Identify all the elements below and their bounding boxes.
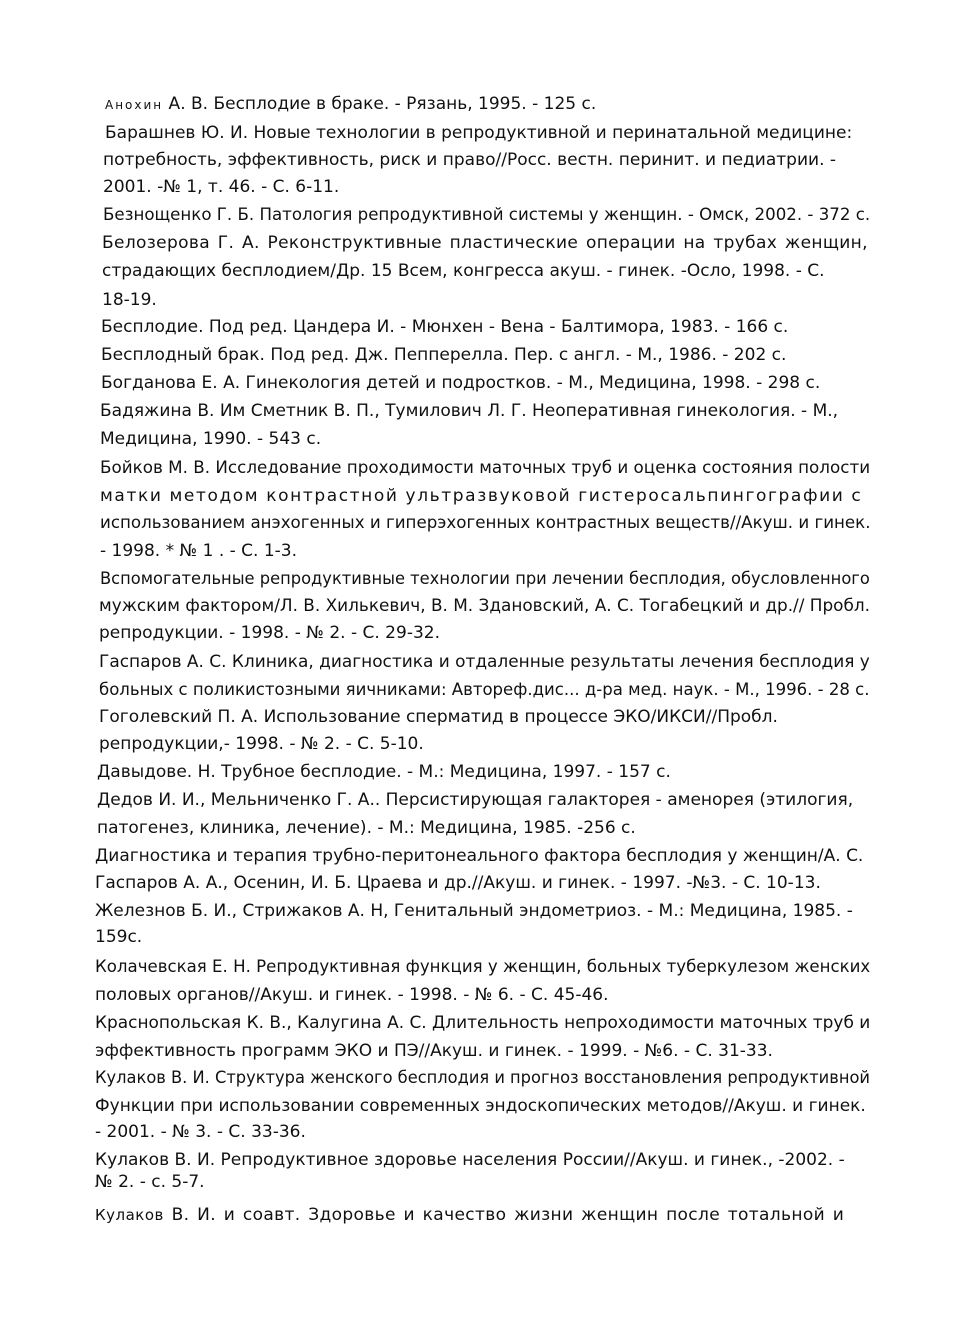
reference-line: 2001. -№ 1, т. 46. - С. 6-11. bbox=[103, 177, 340, 197]
reference-line: Гоголевский П. А. Использование сперматид в процессе ЭКО/ИКСИ//Пробл. bbox=[99, 707, 778, 727]
reference-line: Гаспаров А. А., Осенин, И. Б. Цраева и др.//Акуш. и гинек. - 1997. -№3. - С. 10-13. bbox=[95, 873, 821, 893]
reference-line: Диагностика и терапия трубно-перитонеального фактора бесплодия у женщин/А. С. bbox=[95, 846, 864, 866]
reference-line: страдающих бесплодием/Др. 15 Всем, конгресса акуш. - гинек. -Осло, 1998. - С. bbox=[102, 261, 825, 281]
reference-author-lead: Анохин bbox=[105, 98, 164, 112]
reference-line: Бесплодие. Под ред. Цандера И. - Мюнхен - Вена - Балтимора, 1983. - 166 с. bbox=[101, 317, 789, 337]
reference-author-lead: Кулаков bbox=[95, 1206, 164, 1224]
reference-text: А. В. Бесплодие в браке. - Рязань, 1995. - 125 с. bbox=[163, 94, 597, 114]
reference-line: - 1998. * № 1 . - С. 1-3. bbox=[100, 541, 298, 561]
reference-line: Медицина, 1990. - 543 с. bbox=[100, 429, 322, 449]
reference-line: репродукции. - 1998. - № 2. - С. 29-32. bbox=[99, 623, 440, 643]
reference-line: Безнощенко Г. Б. Патология репродуктивной системы у женщин. - Омск, 2002. - 372 с. bbox=[103, 205, 871, 225]
reference-line: Вспомогательные репродуктивные технологии при лечении бесплодия, обусловленного bbox=[100, 569, 870, 589]
reference-line: № 2. - с. 5-7. bbox=[95, 1172, 205, 1192]
reference-line: Белозерова Г. А. Реконструктивные пластические операции на трубах женщин, bbox=[102, 233, 868, 253]
reference-line: репродукции,- 1998. - № 2. - С. 5-10. bbox=[99, 734, 424, 754]
reference-line: Бадяжина В. Им Сметник В. П., Тумилович Л. Г. Неоперативная гинекология. - М., bbox=[100, 401, 839, 421]
reference-line: Дедов И. И., Мельниченко Г. А.. Персистирующая галакторея - аменорея (этилогия, bbox=[97, 790, 854, 810]
reference-text: В. И. и соавт. Здоровье и качество жизни женщин после тотальной и bbox=[163, 1205, 845, 1225]
reference-line: патогенез, клиника, лечение). - М.: Медицина, 1985. -256 с. bbox=[97, 818, 636, 838]
reference-line: Кулаков В. И. Структура женского бесплодия и прогноз восстановления репродуктивной bbox=[95, 1068, 870, 1088]
reference-line: 159с. bbox=[95, 927, 143, 947]
reference-line: Краснопольская К. В., Калугина А. С. Длительность непроходимости маточных труб и bbox=[95, 1013, 871, 1033]
reference-line bbox=[95, 1205, 844, 1225]
reference-line: Богданова Е. А. Гинекология детей и подростков. - М., Медицина, 1998. - 298 с. bbox=[101, 373, 821, 393]
reference-line: мужским фактором/Л. В. Хилькевич, В. М. Здановский, А. С. Тогабецкий и др.// Пробл. bbox=[99, 596, 871, 616]
reference-line bbox=[105, 94, 596, 115]
reference-line: 18-19. bbox=[102, 290, 157, 310]
reference-line: Барашнев Ю. И. Новые технологии в репродуктивной и перинатальной медицине: bbox=[105, 123, 853, 143]
reference-line: Давыдове. Н. Трубное бесплодие. - М.: Медицина, 1997. - 157 с. bbox=[97, 762, 671, 782]
reference-line: Колачевская Е. Н. Репродуктивная функция у женщин, больных туберкулезом женских bbox=[95, 957, 871, 977]
reference-line: Бойков М. В. Исследование проходимости маточных труб и оценка состояния полости bbox=[100, 458, 871, 478]
reference-line: Бесплодный брак. Под ред. Дж. Пепперелла. Пер. с англ. - М., 1986. - 202 с. bbox=[101, 345, 787, 365]
reference-line: Железнов Б. И., Стрижаков А. Н, Генитальный эндометриоз. - М.: Медицина, 1985. - bbox=[95, 901, 853, 921]
reference-line: Кулаков В. И. Репродуктивное здоровье населения России//Акуш. и гинек., -2002. - bbox=[95, 1150, 845, 1170]
reference-line: матки методом контрастной ультразвуковой гистеросальпингографии с bbox=[100, 486, 863, 506]
reference-line: больных с поликистозными яичниками: Автореф.дис... д-ра мед. наук. - М., 1996. - 28 с. bbox=[99, 680, 870, 700]
reference-line: половых органов//Акуш. и гинек. - 1998. - № 6. - С. 45-46. bbox=[95, 985, 609, 1005]
reference-line: Функции при использовании современных эндоскопических методов//Акуш. и гинек. bbox=[95, 1096, 866, 1116]
reference-line: Гаспаров А. С. Клиника, диагностика и отдаленные результаты лечения бесплодия у bbox=[99, 652, 870, 672]
reference-line: использованием анэхогенных и гиперэхогенных контрастных веществ//Акуш. и гинек. bbox=[100, 513, 871, 533]
reference-line: потребность, эффективность, риск и право//Росс. вестн. перинит. и педиатрии. - bbox=[103, 150, 837, 170]
reference-line: - 2001. - № 3. - С. 33-36. bbox=[95, 1122, 306, 1142]
reference-line: эффективность программ ЭКО и ПЭ//Акуш. и гинек. - 1999. - №6. - С. 31-33. bbox=[95, 1041, 773, 1061]
